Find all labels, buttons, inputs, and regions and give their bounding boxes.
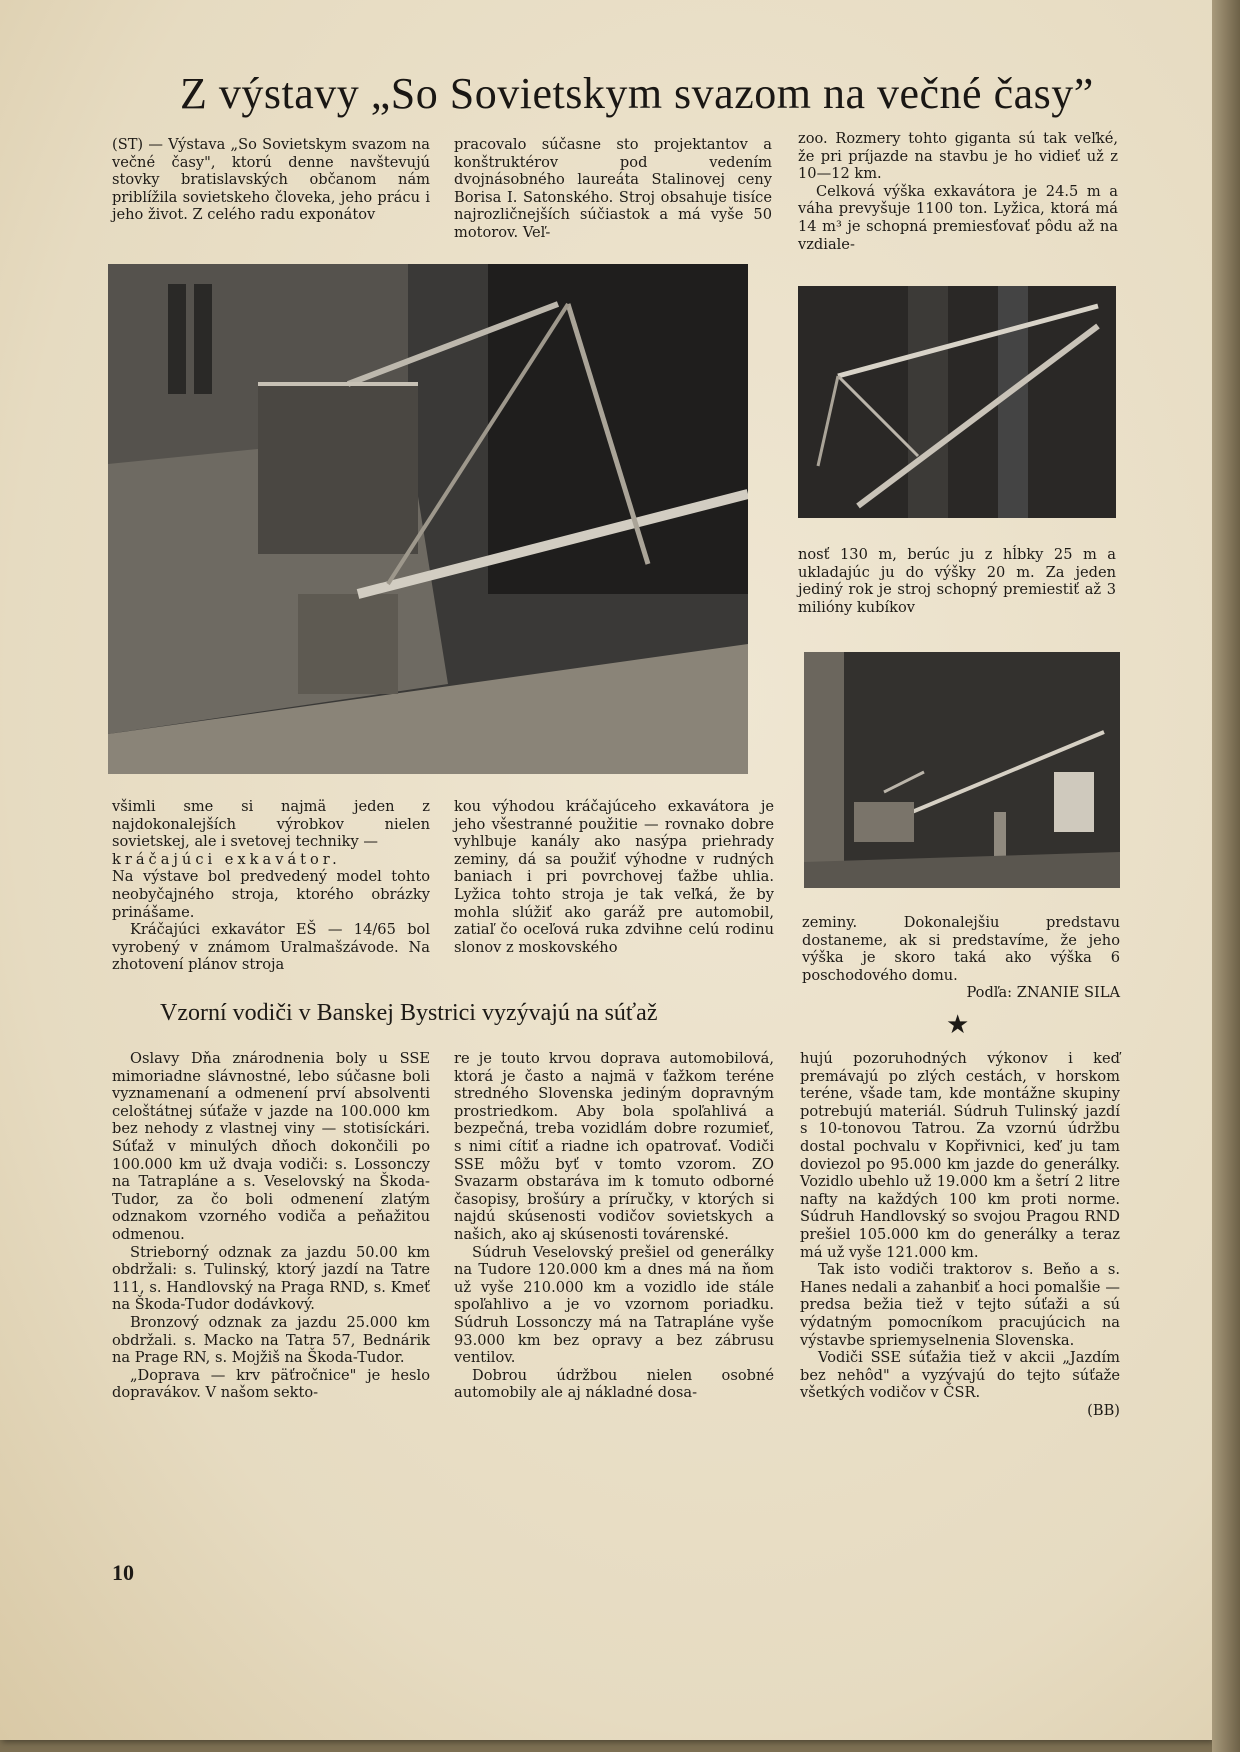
- article2-col2-para2: Súdruh Veselovský prešiel od generálky na Tudore 120.000 km a dnes má na ňom už vyše 210.000 km a vozidlo ide stále spoľahlivo a je vo vzornom poriadku. Súdruh Lossonczy má na Tatrapláne vyše 93.000 km bez opravy a bez zábrusu ventilov.: [454, 1243, 774, 1367]
- article2-col2-para1: re je touto krvou doprava automobilová, ktorá je často a najmä v ťažkom teréne stredného Slovenska jediným dopravným prostriedkom. Aby bola spoľahlivá a bezpečná, treba vozidlám dobre rozumieť, s nimi cítiť a riadne ich opatrovať. Vodiči SSE môžu byť v tomto vzorom. ZO Svazarm obstaráva im k tomuto odborné časopisy, brošúry a príručky, v ktorých si najdú skúsenosti vodičov sovietskych a našich, ako aj skúsenosti továrenské.: [454, 1050, 774, 1243]
- article1-col3-bottom: [802, 914, 1120, 1002]
- article1-col2-bottom: [454, 798, 774, 956]
- article1-col3-para2: Celková výška exkavátora je 24.5 m a váha prevyšuje 1100 ton. Lyžica, ktorá má 14 m³ je schopná premiesťovať pôdu až na vzdiale-: [798, 182, 1118, 253]
- article2-title: Vzorní vodiči v Banskej Bystrici vyzývajú na súťaž: [160, 1000, 658, 1026]
- article1-source: Podľa: ZNANIE SILA: [966, 984, 1120, 1002]
- excavator-model-image: [108, 264, 748, 774]
- article1-col3-bottom-text: zeminy. Dokonalejšiu predstavu dostaneme, ak si predstavíme, že jeho výška je skoro taká ako výška 6 poschodového domu.: [802, 914, 1120, 984]
- article1-col3-mid-text: nosť 130 m, berúc ju z hĺbky 25 m a ukladajúc ju do výšky 20 m. Za jeden jediný rok je stroj schopný premiestiť až 3 milióny kubíkov: [798, 546, 1116, 616]
- model-photo-small: [804, 652, 1120, 888]
- article2-col1-para1: Oslavy Dňa znárodnenia boly u SSE mimoriadne slávnostné, lebo súčasne boli vyznamenaní a odmenení prví absolventi celoštátnej súťaže v jazde na 100.000 km bez nehody z vlastnej viny — stotisíckári. Súťaž v minulých dňoch dokončili po 100.000 km už dvaja vodiči: s. Lossonczy na Tatrapláne a s. Veselovský na Škoda-Tudor, za čo boli odmenení zlatým odznakom vzorného vodiča a peňažitou odmenou.: [112, 1050, 430, 1243]
- article1-col2-text: pracovalo súčasne sto projektantov a konštruktérov pod vedením dvojnásobného laureáta Stalinovej ceny Borisa I. Satonského. Stroj obsahuje tisíce najrozličnejších súčiastok a má vyše 50 motorov. Veľ-: [454, 136, 772, 241]
- article1-col2-top: [454, 136, 772, 242]
- excavator-photo-large: [108, 264, 748, 774]
- article1-col1-top: [112, 136, 430, 224]
- article1-col1-bottom-para1: všimli sme si najmä jeden z najdokonalejších výrobkov nielen sovietskej, ale i svetovej techniky —: [112, 798, 430, 851]
- page-number: 10: [112, 1560, 134, 1585]
- article1-col3-mid: [798, 546, 1116, 616]
- article2-col3-para3: Vodiči SSE súťažia tiež v akcii „Jazdím bez nehôd" a vyzývajú do tejto súťaže všetkých vodičov v ČSR.: [800, 1349, 1120, 1402]
- excavator-exhibit-image: [804, 652, 1120, 888]
- article2-col1-para4: „Doprava — krv päťročnice" je heslo dopravákov. V našom sekto-: [112, 1366, 430, 1402]
- page-title: Z výstavy „So Sovietskym svazom na večné časy”: [180, 69, 1094, 118]
- article1-col2-bottom-text: kou výhodou kráčajúceho exkavátora je jeho všestranné použitie — rovnako dobre vyhlbuje kanály ako nasýpa priehrady zeminy, dá sa použiť výhodne v rudných baniach i pri povrchovej ťažbe uhlia. Lyžica tohto stroja je tak veľká, že by mohla slúžiť ako garáž pre automobil, zatiaľ čo oceľová ruka zdvihne celú rodinu slonov z moskovského: [454, 798, 774, 956]
- article1-col3-para1: zoo. Rozmery tohto giganta sú tak veľké, že pri príjazde na stavbu je ho vidieť už z 10—12 km.: [798, 130, 1118, 183]
- page-edge: [1212, 0, 1240, 1752]
- article2-col1: [112, 1050, 430, 1402]
- article1-intro: (ST) — Výstava „So Sovietskym svazom na večné časy", ktorú denne navštevujú stovky bratislavských občanom nám priblížila sovietskeho človeka, jeho prácu i jeho život. Z celého radu exponátov: [112, 136, 430, 224]
- article2-col1-para3: Bronzový odznak za jazdu 25.000 km obdržali. s. Macko na Tatra 57, Bednárik na Prage RN, s. Mojžiš na Škoda-Tudor.: [112, 1313, 430, 1367]
- excavator-boom-image: [798, 286, 1116, 518]
- article2-col3-para1: hujú pozoruhodných výkonov i keď premávajú po zlých cestách, v horskom teréne, všade tam, kde montážne skupiny potrebujú materiál. Súdruh Tulinský jazdí s 10-tonovou Tatrou. Za vzornú údržbu dostal pochvalu v Kopřivnici, keď ju tam doviezol po 95.000 km jazde do generálky. Vozidlo ubehlo už 19.000 km a šetrí 2 litre nafty na každých 100 km proti norme. Súdruh Handlovský so svojou Pragou RND prešiel 105.000 km do generálky a teraz má už vyše 121.000 km.: [800, 1050, 1120, 1261]
- walking-excavator-phrase: kráčajúci exkavátor.: [112, 850, 341, 868]
- article2-col3: [800, 1050, 1120, 1419]
- article1-col1-bottom-para3: Kráčajúci exkavátor EŠ — 14/65 bol vyrobený v známom Uralmašzávode. Na zhotovení plánov stroja: [112, 921, 430, 974]
- article2-col1-para2: Strieborný odznak za jazdu 50.00 km obdržali: s. Tulinský, ktorý jazdí na Tatre 111, s. Handlovský na Praga RND, s. Kmeť na Škoda-Tudor dodávkový.: [112, 1243, 430, 1314]
- article1-col3-top: [798, 130, 1118, 253]
- article2-col2: [454, 1050, 774, 1402]
- article1-col1-bottom: [112, 798, 430, 974]
- article2-col2-para3: Dobrou údržbou nielen osobné automobily ale aj nákladné dosa-: [454, 1366, 774, 1402]
- article2-col3-para2: Tak isto vodiči traktorov s. Beňo a s. Hanes nedali a zahanbiť a hoci pomalšie — predsa bežia tiež v tejto súťaži a sú výdatným pomocníkom pracujúcich na výstavbe spriemyselnenia Slovenska.: [800, 1261, 1120, 1349]
- article1-col1-bottom-para2: Na výstave bol predvedený model tohto neobyčajného stroja, ktorého obrázky prinášame.: [112, 868, 430, 921]
- star-icon: ★: [946, 1010, 970, 1040]
- article2-signature: (BB): [1087, 1401, 1120, 1419]
- boom-photo-small: [798, 286, 1116, 518]
